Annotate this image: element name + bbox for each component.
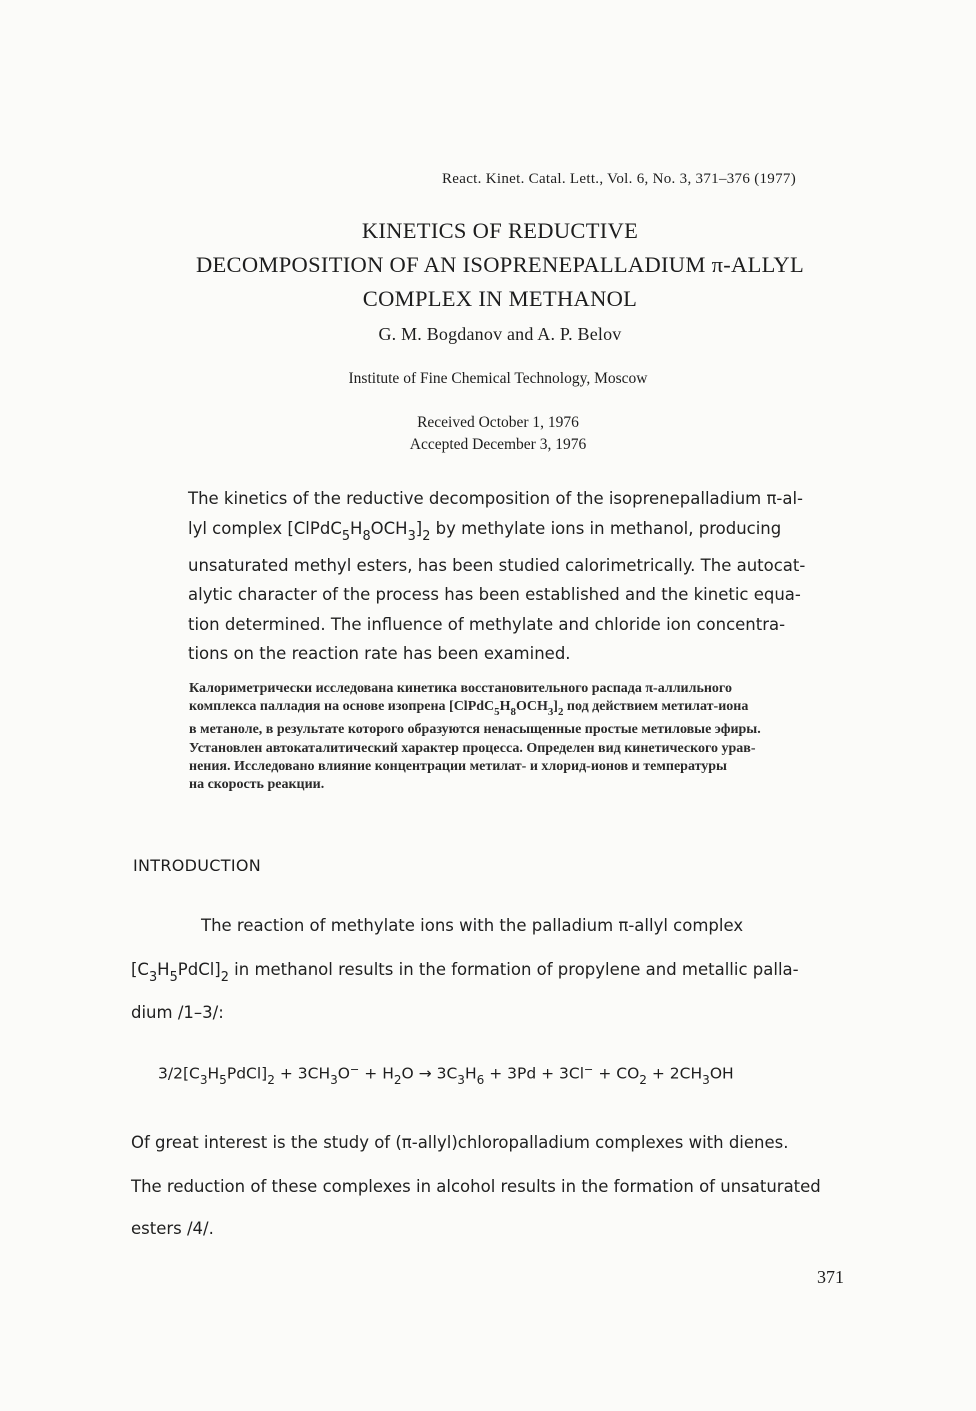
body-line: Of great interest is the study of (π-allyl)chloropalladium complexes with dienes. <box>131 1133 789 1152</box>
abstract-line: нения. Исследовано влияние концентрации метилат- и хлорид-ионов и температуры <box>189 758 727 774</box>
abstract-line: комплекса палладия на основе изопрена $[ClPdC_5H_8OCH_3]_2$ под действием метилат-иона <box>189 699 749 719</box>
abstract-line: Калориметрически исследована кинетика восстановительного распада π-аллильного <box>189 681 732 696</box>
accepted-date: Accepted December 3, 1976 <box>409 436 587 453</box>
abstract-line: Установлен автокаталитический характер процесса. Определен вид кинетического урав- <box>189 740 756 756</box>
abstract-line: tions on the reaction rate has been examined. <box>188 644 571 664</box>
paper-title <box>150 214 850 316</box>
title-line: DECOMPOSITION OF AN ISOPRENEPALLADIUM π-ALLYL <box>195 252 805 277</box>
abstract-line: tion determined. The influence of methylate and chloride ion concentra- <box>188 614 786 634</box>
body-line: The reaction of methylate ions with the palladium π-allyl complex <box>201 916 744 935</box>
title-line: COMPLEX IN METHANOL <box>362 286 638 311</box>
submission-dates <box>200 412 796 456</box>
page-number: 371 <box>817 1267 844 1287</box>
abstract-line: на скорость реакции. <box>189 776 325 792</box>
abstract-russian <box>189 680 919 794</box>
section-heading: INTRODUCTION <box>133 856 262 875</box>
body-line: esters /4/. <box>131 1219 214 1238</box>
body-line: $[C_3H_5PdCl]_2$ in methanol results in the formation of propylene and metallic palla- <box>131 960 799 985</box>
received-date: Received October 1, 1976 <box>417 414 579 431</box>
abstract-line: lyl complex $[ClPdC_5H_8OCH_3]_2$ by methylate ions in methanol, producing <box>188 518 782 544</box>
abstract-line: The kinetics of the reductive decomposition of the isoprenepalladium π-al- <box>188 489 804 508</box>
abstract-line: unsaturated methyl esters, has been studied calorimetrically. The autocat- <box>188 555 806 575</box>
abstract-line: в метаноле, в результате которого образуются ненасыщенные простые метиловые эфиры. <box>189 722 761 738</box>
abstract-line: alytic character of the process has been established and the kinetic equa- <box>188 585 801 605</box>
journal-citation: React. Kinet. Catal. Lett., Vol. 6, No. 3, 371–376 (1977) <box>442 171 796 187</box>
body-line: The reduction of these complexes in alcohol results in the formation of unsaturated <box>131 1177 821 1196</box>
abstract-english <box>188 484 878 669</box>
body-line: dium /1–3/: <box>131 1003 224 1022</box>
institute: Institute of Fine Chemical Technology, Moscow <box>348 370 648 387</box>
reaction-equation: $3/2[C_3H_5PdCl]_2 + 3CH_3O^- + H_2O \to 3C_3H_6 + 3Pd + 3Cl^- + CO_2 + 2CH_3OH$ <box>158 1063 734 1088</box>
title-line: KINETICS OF REDUCTIVE <box>361 218 639 243</box>
authors: G. M. Bogdanov and A. P. Belov <box>378 324 622 344</box>
